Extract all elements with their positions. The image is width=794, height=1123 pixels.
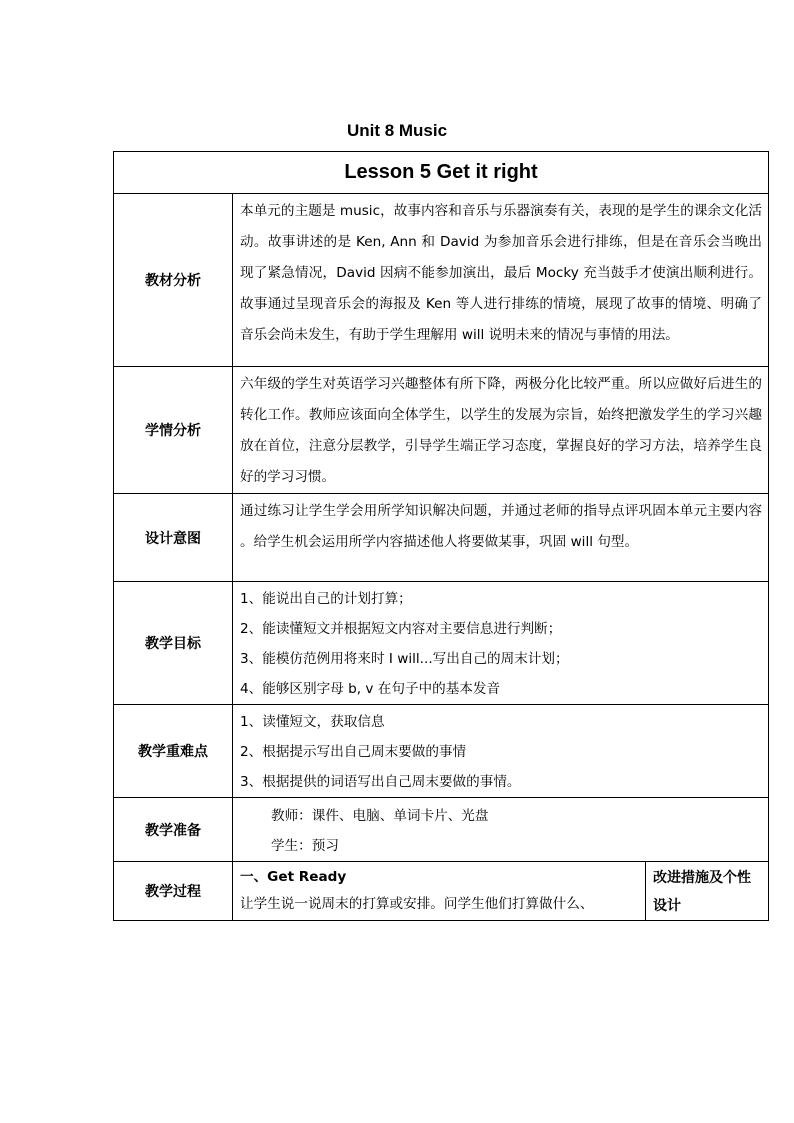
key-point-item: 2、根据提示写出自己周末要做的事情 <box>240 744 467 760</box>
key-points-row <box>114 705 769 798</box>
process-heading: 一、Get Ready <box>240 869 347 885</box>
key-point-item: 1、读懂短文，获取信息 <box>240 714 385 730</box>
preparation-list <box>233 798 769 862</box>
material-label: 教材分析 <box>114 194 233 367</box>
students-label: 学情分析 <box>114 367 233 494</box>
key-points-list <box>233 705 769 798</box>
students-row <box>114 367 769 494</box>
lesson-title: Lesson 5 Get it right <box>114 152 769 194</box>
goal-item: 1、能说出自己的计划打算； <box>240 591 412 607</box>
lesson-row <box>114 152 769 194</box>
goal-item: 2、能读懂短文并根据短文内容对主要信息进行判断； <box>240 621 562 637</box>
process-content <box>233 862 646 921</box>
key-point-item: 3、根据提供的词语写出自己周末要做的事情。 <box>240 774 521 790</box>
process-row <box>114 862 769 921</box>
preparation-item: 学生：预习 <box>271 838 339 854</box>
goal-item: 4、能够区别字母 b, v 在句子中的基本发音 <box>240 681 501 697</box>
preparation-label: 教学准备 <box>114 798 233 862</box>
preparation-row <box>114 798 769 862</box>
material-row <box>114 194 769 367</box>
goals-list <box>233 582 769 705</box>
students-text: 六年级的学生对英语学习兴趣整体有所下降，两极分化比较严重。所以应做好后进生的转化工作。教师应该面向全体学生，以学生的发展为宗旨，始终把激发学生的学习兴趣放在首位，注意分层教学，引导学生端正学习态度，掌握良好的学习方法，培养学生良好的学习习惯。 <box>233 367 769 494</box>
goals-row <box>114 582 769 705</box>
preparation-item: 教师：课件、电脑、单词卡片、光盘 <box>271 808 489 824</box>
improve-label: 改进措施及个性设计 <box>646 862 769 921</box>
process-text: 让学生说一说周末的打算或安排。问学生他们打算做什么、 <box>240 896 594 912</box>
goal-item: 3、能模仿范例用将来时 I will...写出自己的周末计划； <box>240 651 569 667</box>
goals-label: 教学目标 <box>114 582 233 705</box>
key-points-label: 教学重难点 <box>114 705 233 798</box>
design-text: 通过练习让学生学会用所学知识解决问题，并通过老师的指导点评巩固本单元主要内容 。给学生机会运用所学内容描述他人将要做某事，巩固 will 句型。 <box>233 494 769 582</box>
lesson-plan-table <box>113 151 769 921</box>
design-row <box>114 494 769 582</box>
material-text: 本单元的主题是 music，故事内容和音乐与乐器演奏有关，表现的是学生的课余文化活动。故事讲述的是 Ken, Ann 和 David 为参加音乐会进行排练，但是在音乐会当晚出现了紧急情况，David 因病不能参加演出，最后 Mocky 充当鼓手才使演出顺利进行。故事通过呈现音乐会的海报及 Ken 等人进行排练的情境，展现了故事的情境、明确了音乐会尚未发生，有助于学生理解用 will 说明未来的情况与事情的用法。 <box>233 194 769 367</box>
design-label: 设计意图 <box>114 494 233 582</box>
process-label: 教学过程 <box>114 862 233 921</box>
unit-title: Unit 8 Music <box>346 121 448 140</box>
